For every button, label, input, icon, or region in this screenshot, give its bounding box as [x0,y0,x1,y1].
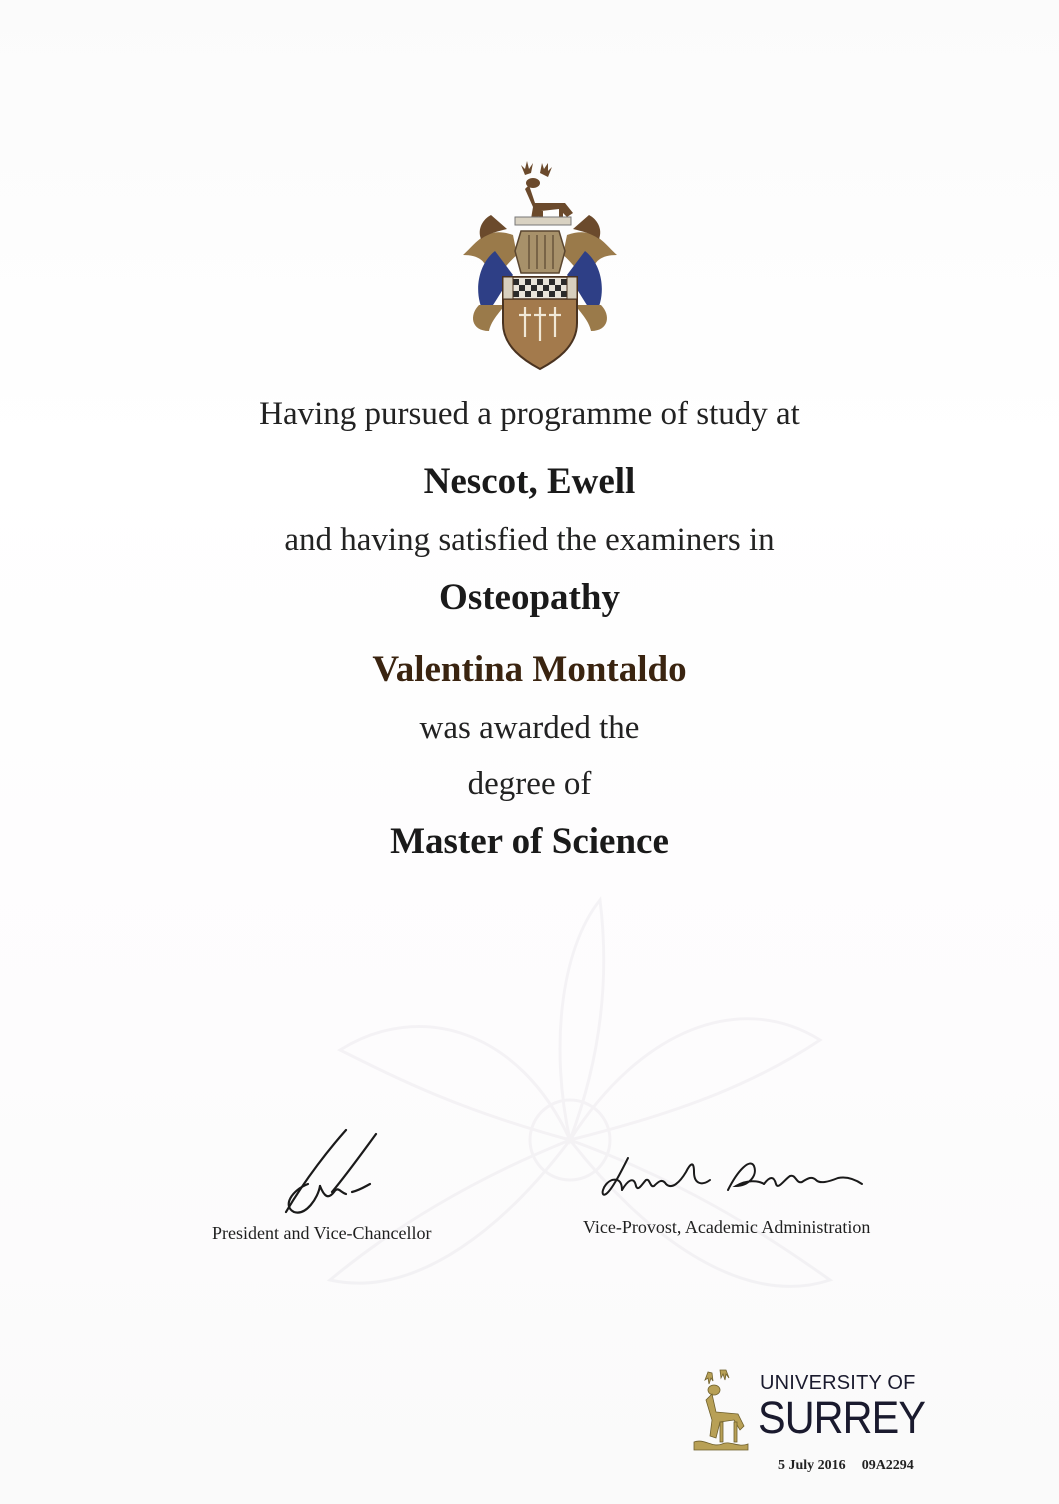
vice-provost-title: Vice-Provost, Academic Administration [583,1217,871,1237]
institution-name: Nescot, Ewell [423,461,636,502]
recipient-name: Valentina Montaldo [372,649,687,690]
degree-name: Master of Science [390,821,669,862]
logo-text-surrey: SURREY [758,1392,926,1443]
award-date: 5 July 2016 [778,1458,846,1473]
footer-meta [778,1458,914,1474]
examiners-text: and having satisfied the examiners in [284,522,775,558]
intro-text: Having pursued a programme of study at [259,396,800,432]
coat-of-arms-icon [455,155,625,375]
subject-name: Osteopathy [439,577,620,618]
degree-of-text: degree of [467,766,592,802]
vice-provost-signature [598,1150,868,1205]
certificate-serial: 09A2294 [861,1458,914,1473]
president-title: President and Vice-Chancellor [212,1223,432,1243]
president-signature [268,1126,388,1221]
stag-icon [690,1368,752,1452]
awarded-text: was awarded the [419,710,640,746]
logo-text-university-of: UNIVERSITY OF [760,1372,916,1394]
university-logo [690,1366,950,1456]
